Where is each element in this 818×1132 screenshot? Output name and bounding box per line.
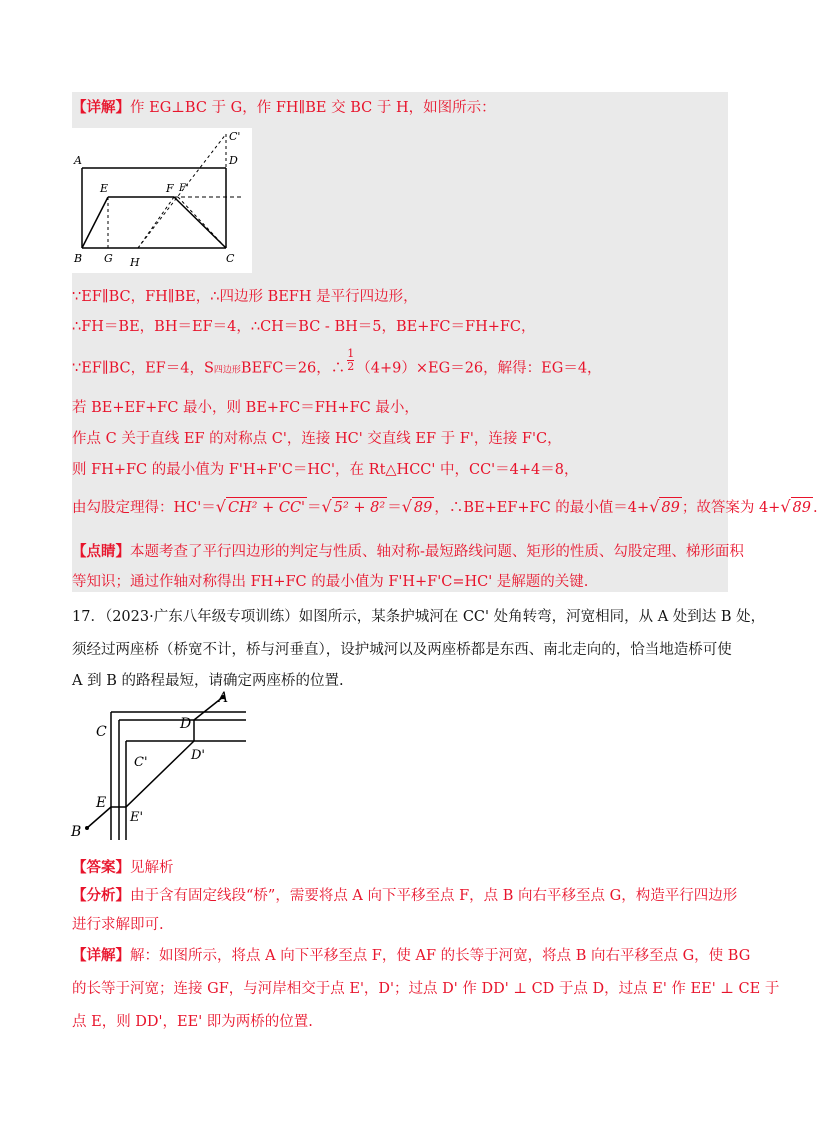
q16-frac-den: 2 — [347, 360, 355, 373]
q16-line7c: ；故答案为 4+ — [681, 500, 781, 516]
q17-detail2: 的长等于河宽；连接 GF，与河岸相交于点 E'，D'；过点 D' 作 DD' ⊥ CD 于点 D，过点 E' 作 EE' ⊥ CE 于 — [72, 981, 780, 997]
q17-line2: 须经过两座桥（桥宽不计，桥与河垂直），设护城河以及两座桥都是东西、南北走向的，恰当地造桥可使 — [72, 642, 732, 658]
q16-line3-sub: 四边形 — [213, 365, 241, 376]
q16-label-c: C — [226, 252, 235, 265]
q16-comment-tag: 【点睛】 — [72, 543, 130, 560]
q16-label-d: D — [229, 154, 238, 167]
q16-sqrt3: 89 — [412, 497, 434, 518]
q16-line7b: ，∴BE+EF+FC 的最小值＝4+ — [434, 500, 650, 516]
q16-sqrt5: 89 — [791, 497, 813, 518]
q16-line3c: （4+9）×EG＝26，解得：EG＝4， — [356, 360, 602, 377]
q16-line1: ∵EF∥BC，FH∥BE，∴四边形 BEFH 是平行四边形， — [72, 289, 418, 305]
q17-line1: 17．（2023·广东八年级专项训练）如图所示，某条护城河在 CC' 处角转弯，河宽相同，从 A 处到达 B 处， — [72, 609, 766, 625]
q16-label-g: G — [104, 252, 113, 265]
q17-label-ep: E' — [130, 810, 144, 825]
q17-analysis-line1 — [72, 886, 737, 906]
q16-sqrt2: 5² + 8² — [332, 497, 387, 518]
q16-figure — [72, 128, 252, 273]
q16-line6: 则 FH+FC 的最小值为 F'H+F'C＝HC'，在 Rt△HCC' 中，CC'＝4+4＝8， — [72, 462, 579, 478]
q16-line2: ∴FH＝BE，BH＝EF＝4，∴CH＝BC - BH＝5，BE+FC＝FH+FC， — [72, 319, 536, 335]
q17-label-b: B — [71, 824, 82, 840]
q16-eq2: ＝ — [387, 500, 402, 516]
q17-analysis1: 由于含有固定线段“桥”，需要将点 A 向下平移至点 F，点 B 向右平移至点 G，构造平行四边形 — [130, 888, 738, 904]
q16-line7: 由勾股定理得：HC'＝√ CH² + CC' ＝√ 5² + 8² ＝√ 89 ，∴BE+EF+FC 的最小值＝4+√ 89 ；故答案为 4+√ 89 . — [72, 497, 818, 516]
q17-label-d: D — [180, 716, 192, 732]
q16-comment-line1 — [72, 542, 744, 562]
q17-answer: 见解析 — [130, 860, 174, 876]
q16-line3 — [72, 347, 602, 381]
q16-label-h: H — [130, 256, 140, 269]
q17-detail1: 解：如图所示，将点 A 向下平移至点 F，使 AF 的长等于河宽，将点 B 向右平移至点 G，使 BG — [130, 948, 751, 964]
q17-answer-tag: 【答案】 — [72, 859, 130, 876]
q16-line7a: 由勾股定理得：HC'＝ — [72, 500, 216, 516]
q16-label-b: B — [74, 252, 83, 265]
q17-label-e: E — [96, 795, 107, 811]
q16-detail-line — [72, 98, 496, 118]
q16-line3b: BEFC＝26，∴ — [240, 360, 346, 377]
q16-label-a: A — [74, 154, 82, 167]
q16-sqrt4: 89 — [659, 497, 681, 518]
q16-label-f: F — [166, 182, 174, 195]
q16-line5: 作点 C 关于直线 EF 的对称点 C'，连接 HC' 交直线 EF 于 F'，连接 F'C， — [72, 431, 562, 447]
q17-label-dp: D' — [191, 748, 205, 763]
q16-detail-text: 作 EG⊥BC 于 G，作 FH∥BE 交 BC 于 H，如图所示： — [130, 100, 496, 116]
q17-detail-tag: 【详解】 — [72, 947, 130, 964]
q16-comment2: 等知识；通过作轴对称得出 FH+FC 的最小值为 F'H+F'C=HC' 是解题的关键. — [72, 574, 589, 590]
q16-detail-tag: 【详解】 — [72, 99, 130, 116]
q17-line3: A 到 B 的路程最短，请确定两座桥的位置. — [72, 673, 344, 689]
q16-frac-num: 1 — [347, 347, 355, 360]
q16-sqrt1: CH² + CC' — [226, 497, 307, 518]
q17-label-c: C — [96, 724, 107, 740]
q17-detail3: 点 E，则 DD'，EE' 即为两桥的位置. — [72, 1014, 313, 1030]
q16-label-cp: C' — [229, 130, 241, 143]
q16-label-e: E — [100, 182, 109, 195]
q17-detail-line1 — [72, 946, 750, 966]
q17-analysis-tag: 【分析】 — [72, 887, 130, 904]
q16-label-fp: F' — [179, 183, 189, 194]
q16-comment1: 本题考查了平行四边形的判定与性质、轴对称-最短路线问题、矩形的性质、勾股定理、梯形面积 — [130, 544, 744, 560]
q17-figure — [68, 690, 258, 845]
q16-eq1: ＝ — [307, 500, 322, 516]
q16-fraction — [347, 348, 354, 373]
q16-line7d: . — [812, 500, 818, 516]
q17-label-a: A — [218, 690, 229, 706]
q16-line3a: ∵EF∥BC，EF＝4，S — [72, 360, 214, 377]
q17-label-cp: C' — [134, 755, 148, 770]
q17-answer-line — [72, 858, 174, 878]
q17-analysis2: 进行求解即可. — [72, 917, 164, 933]
q16-line4: 若 BE+EF+FC 最小，则 BE+FC＝FH+FC 最小， — [72, 400, 419, 416]
